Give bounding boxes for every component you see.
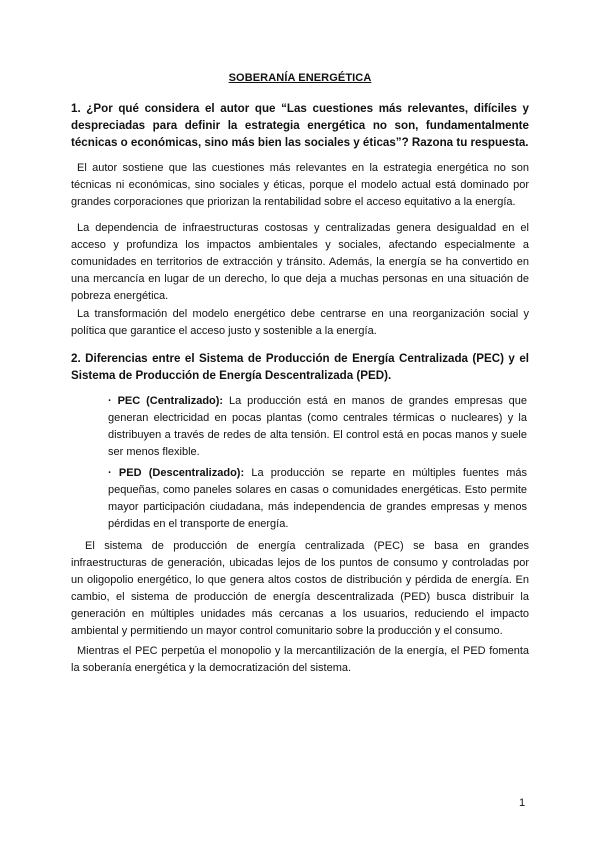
page-number: 1 [519, 797, 526, 809]
bullet-mark: · [108, 395, 112, 407]
bullet-text-pec: La producción está en manos de grandes empresas que generan electricidad en pocas plantas (como centrales térmicas o nucleares) y la distribuyen a través de redes de alta tensión. El control está en pocas manos y suele ser menos flexible. [108, 395, 527, 458]
bullet-term-ped: PED (Descentralizado): [118, 467, 245, 479]
question-1: 1. ¿Por qué considera el autor que “Las cuestiones más relevantes, difíciles y despreciadas para definir la estrategia energética no son, fundamentalmente técnicas o económicas, sino más bien las sociales y éticas”? Razona tu respuesta. [71, 102, 529, 149]
answer-2-paragraph-2: Mientras el PEC perpetúa el monopolio y la mercantilización de la energía, el PED fomenta la soberanía energética y la democratización del sistema. [71, 645, 529, 674]
bullet-term-pec: PEC (Centralizado): [117, 395, 224, 407]
bullet-pec [108, 393, 527, 461]
question-2: 2. Diferencias entre el Sistema de Producción de Energía Centralizada (PEC) y el Sistema de Producción de Energía Descentralizada (PED). [71, 352, 529, 382]
answer-2-paragraph-1: El sistema de producción de energía centralizada (PEC) se basa en grandes infraestructuras de generación, ubicadas lejos de los puntos de consumo y controladas por un oligopolio energético, lo que genera altos costos de distribución y pérdida de energía. En cambio, el sistema de producción de energía descentralizada (PED) busca distribuir la generación en múltiples unidades más cercanas a los usuarios, reduciendo el impacto ambiental y permitiendo un mayor control comunitario sobre la producción y el consumo. [71, 540, 529, 637]
bullet-text-ped: La producción se reparte en múltiples fuentes más pequeñas, como paneles solares en casas o comunidades energéticas. Esto permite mayor participación ciudadana, más independencia de grandes empresas y menos pérdidas en el transporte de energía. [108, 467, 527, 530]
answer-1-paragraph-1: El autor sostiene que las cuestiones más relevantes en la estrategia energética no son técnicas ni económicas, sino sociales y éticas, porque el modelo actual está dominado por grandes corporaciones que priorizan la rentabilidad sobre el acceso equitativo a la energía. [71, 162, 529, 208]
bullet-ped [108, 465, 527, 533]
document-title: SOBERANÍA ENERGÉTICA [228, 72, 372, 84]
answer-1-paragraph-2: La dependencia de infraestructuras costosas y centralizadas genera desigualdad en el acceso y profundiza los impactos ambientales y sociales, afectando especialmente a comunidades en territorios de extracción y tránsito. Además, la energía se ha convertido en una mercancía en lugar de un derecho, lo que deja a muchas personas en una situación de pobreza energética. [71, 222, 529, 302]
answer-1-paragraph-3: La transformación del modelo energético debe centrarse en una reorganización social y política que garantice el acceso justo y sostenible a la energía. [71, 308, 529, 337]
bullet-mark: · [108, 467, 112, 479]
